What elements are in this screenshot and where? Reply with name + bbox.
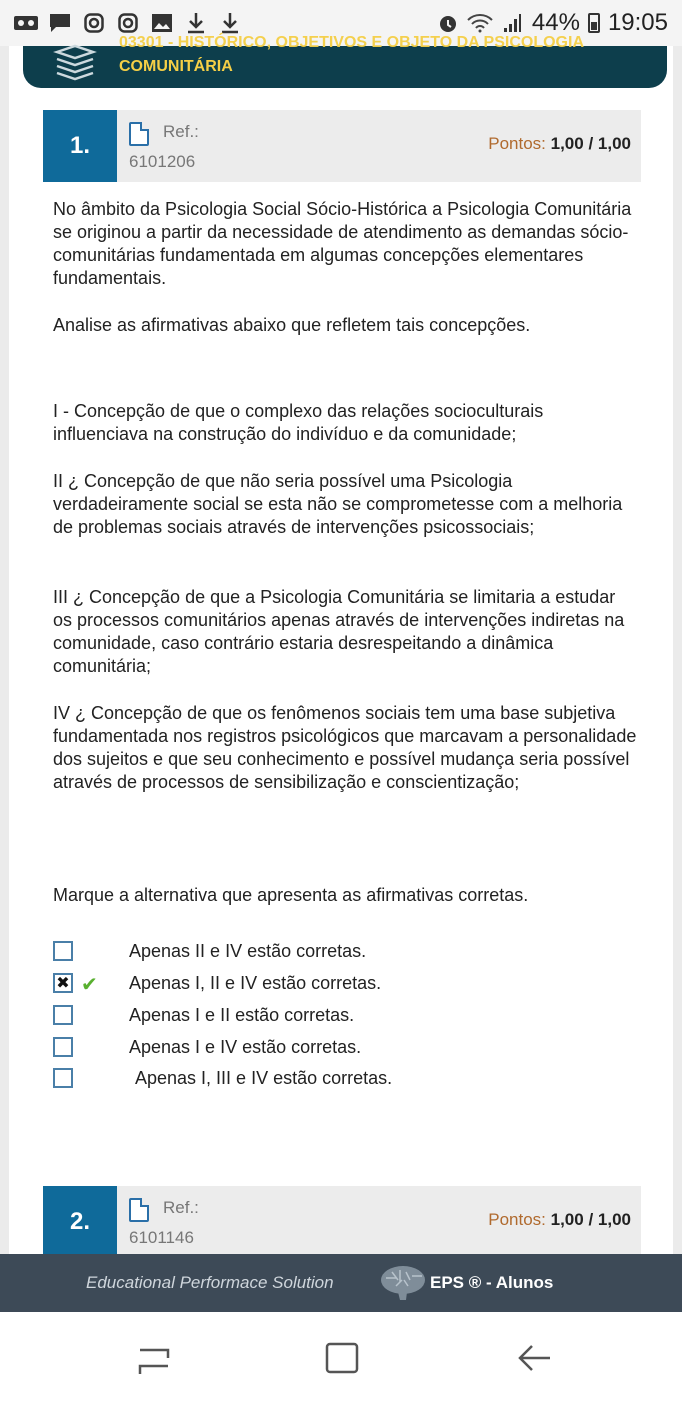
option-label: Apenas I, III e IV estão corretas.	[135, 1067, 393, 1088]
option-label: Apenas II e IV estão corretas.	[129, 940, 367, 961]
points-max: / 1,00	[588, 1210, 631, 1229]
document-icon	[129, 1198, 149, 1222]
statement-i: I - Concepção de que o complexo das relações socioculturais influenciava na construção do indivíduo e da comunidade;	[53, 401, 544, 444]
question-2-header	[43, 1186, 641, 1258]
statement-ii: II ¿ Concepção de que não seria possível uma Psicologia verdadeiramente social se esta não se comprometesse com a melhoria de problemas sociais através de intervenções psicossociais;	[53, 471, 623, 537]
option-2[interactable]	[53, 970, 613, 996]
question-number: 2.	[43, 1186, 117, 1258]
statement-iv: IV ¿ Concepção de que os fenômenos sociais tem uma base subjetiva fundamentada nos registros psicológicos que marcavam a personalidade dos sujeitos e que seu conhecimento e possível mudança seria possível através de processos de sensibilização e conscientização;	[53, 703, 637, 792]
ref-id: 6101146	[129, 1228, 194, 1247]
statement-iii: III ¿ Concepção de que a Psicologia Comunitária se limitaria a estudar os processos comunitários apenas através de intervenções indiretas na comunidade, caso contrário estaria desrespeitando a dinâmica comunitária;	[53, 587, 625, 676]
option-label: Apenas I e IV estão corretas.	[129, 1036, 362, 1057]
option-checkbox[interactable]	[53, 1037, 73, 1057]
footer-brand: EPS ® - Alunos	[430, 1273, 554, 1292]
books-icon	[53, 46, 97, 82]
ref-label: Ref.:	[163, 122, 199, 141]
ref-label: Ref.:	[163, 1198, 199, 1217]
question-instruction: Analise as afirmativas abaixo que refletem tais concepções.	[53, 315, 531, 335]
option-label: Apenas I e II estão corretas.	[129, 1004, 355, 1025]
points-max: / 1,00	[588, 134, 631, 153]
points	[488, 134, 631, 154]
question-number: 1.	[43, 110, 117, 182]
download-icon	[218, 12, 242, 34]
instagram-icon	[116, 12, 140, 34]
signal-icon	[500, 12, 524, 34]
status-bar-notifications	[14, 12, 242, 34]
app-footer	[0, 1254, 682, 1312]
question-statement: No âmbito da Psicologia Social Sócio-Histórica a Psicologia Comunitária se originou a partir da necessidade de atendimento as demandas sócio-comunitárias fundamentada em algumas concepções elementares fundamentais.	[53, 199, 632, 288]
back-icon[interactable]	[514, 1340, 554, 1376]
brain-icon	[378, 1262, 428, 1302]
points-label: Pontos:	[488, 1210, 546, 1229]
navigation-bar	[0, 1312, 682, 1402]
option-checkbox[interactable]	[53, 1005, 73, 1025]
option-checkbox[interactable]	[53, 1068, 73, 1088]
instagram-icon	[82, 12, 106, 34]
download-icon	[184, 12, 208, 34]
points	[488, 1210, 631, 1230]
recent-apps-icon[interactable]	[134, 1340, 174, 1376]
question-prompt: Marque a alternativa que apresenta as afirmativas corretas.	[53, 885, 529, 905]
question-1-header	[43, 110, 641, 182]
points-value: 1,00	[550, 134, 584, 153]
banner-subtitle: COMUNITÁRIA	[119, 58, 233, 75]
clock: 19:05	[607, 9, 668, 36]
correct-check-icon: ✔	[81, 974, 98, 996]
option-1[interactable]	[53, 938, 613, 964]
option-4[interactable]	[53, 1034, 613, 1060]
voicemail-icon	[14, 12, 38, 34]
ref-id: 6101206	[129, 152, 196, 171]
option-5[interactable]	[53, 1065, 613, 1091]
banner-title: 03301 - HISTÓRICO, OBJETIVOS E OBJETO DA PSICOLOGIA	[119, 34, 584, 51]
home-icon[interactable]	[322, 1340, 362, 1376]
wifi-icon	[468, 12, 492, 34]
option-label: Apenas I, II e IV estão corretas.	[129, 972, 382, 993]
status-bar-system	[436, 9, 668, 37]
app-frame	[0, 34, 682, 1254]
option-checkbox[interactable]: ✖	[53, 973, 73, 993]
points-label: Pontos:	[488, 134, 546, 153]
chat-icon	[48, 12, 72, 34]
document-icon	[129, 122, 149, 146]
image-icon	[150, 12, 174, 34]
footer-slogan: Educational Performace Solution	[86, 1273, 334, 1292]
page-content	[9, 34, 673, 1254]
alarm-icon	[436, 12, 460, 34]
battery-icon	[588, 13, 600, 33]
course-banner	[23, 34, 667, 88]
battery-percent: 44%	[531, 9, 580, 36]
option-3[interactable]	[53, 1002, 613, 1028]
points-value: 1,00	[550, 1210, 584, 1229]
option-checkbox[interactable]	[53, 941, 73, 961]
